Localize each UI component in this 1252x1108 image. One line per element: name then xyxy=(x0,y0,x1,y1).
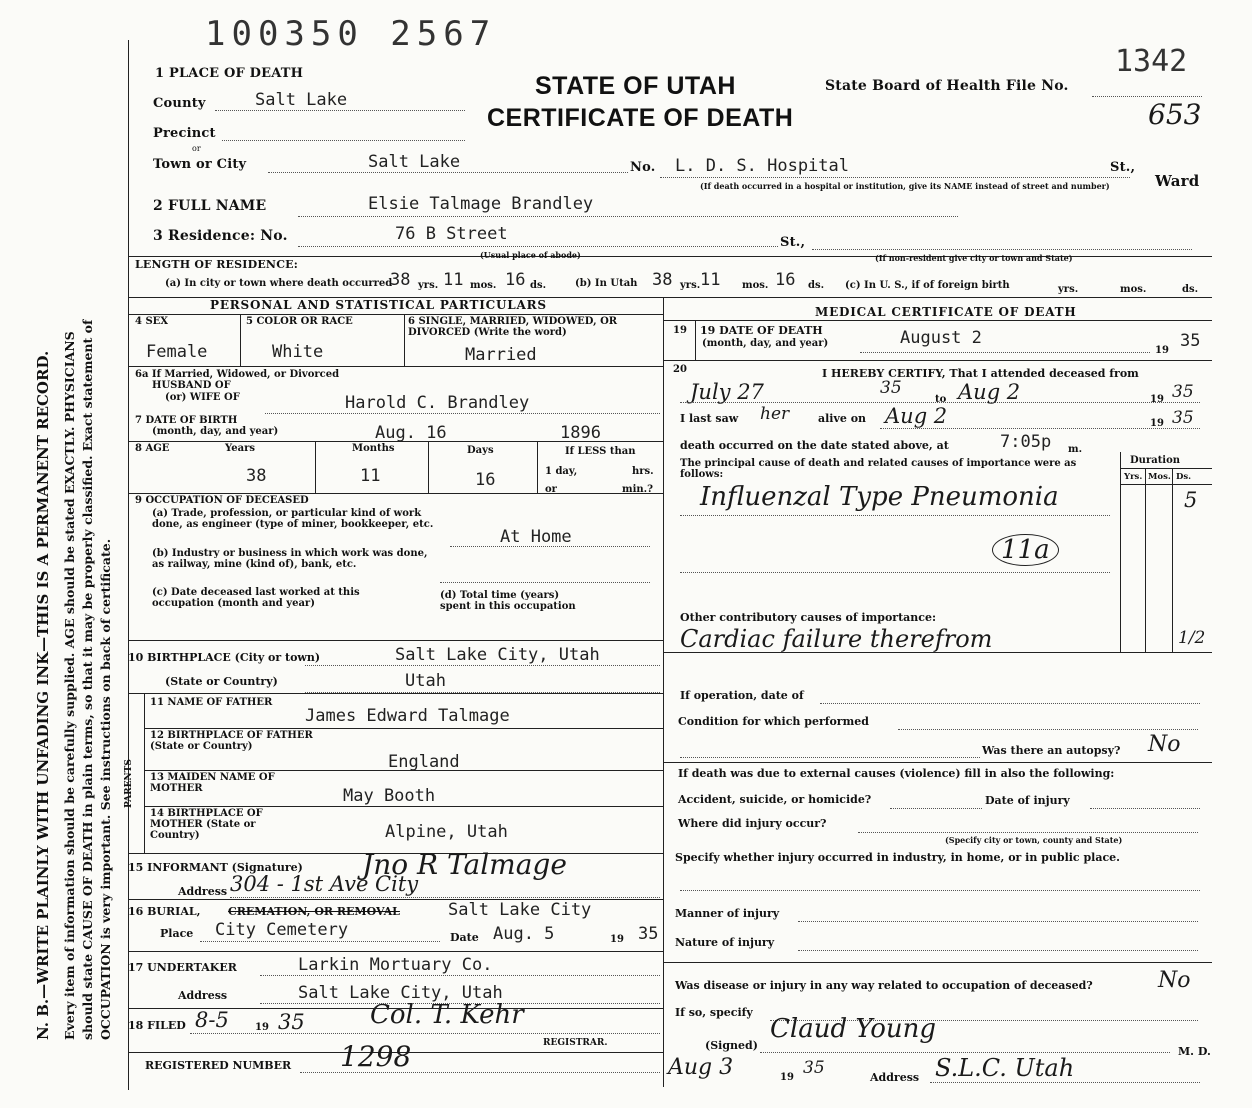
residence-utah-label: (b) In Utah xyxy=(575,278,638,289)
occupation-a-text: (a) Trade, profession, or particular kind of work done, as engineer (type of miner, bookkeeper, etc. xyxy=(152,508,434,530)
m-label: m. xyxy=(1068,444,1083,455)
occupation-related-value: No xyxy=(1158,968,1191,993)
nonresident-note: (If non-resident give city or town and State) xyxy=(875,253,1073,263)
county-value: Salt Lake xyxy=(255,90,348,110)
yrs-label: yrs. xyxy=(418,280,439,291)
residence-city-months: 11 xyxy=(443,270,464,290)
residence-utah-months: 11 xyxy=(700,270,721,290)
marital-label: 6 SINGLE, MARRIED, WIDOWED, OR DIVORCED (Write the word) xyxy=(408,316,618,338)
dod-year-prefix: 19 xyxy=(1155,345,1169,356)
divider xyxy=(663,360,1212,361)
divider xyxy=(128,951,663,952)
file-no-handwritten: 653 xyxy=(1148,98,1202,131)
filed-year-prefix: 19 xyxy=(255,1022,269,1033)
burial-label: 16 BURIAL, xyxy=(128,905,201,918)
divider xyxy=(663,762,1212,763)
death-occurred-label: death occurred on the date stated above, at xyxy=(680,439,949,452)
place-of-death-label: 1 PLACE OF DEATH xyxy=(155,66,304,81)
min-label: min.? xyxy=(622,484,653,495)
file-no-label: State Board of Health File No. xyxy=(825,78,1069,94)
if-so-label: If so, specify xyxy=(675,1006,753,1019)
burial-date-value: Aug. 5 xyxy=(493,924,555,944)
attended-from-date: July 27 xyxy=(690,380,764,404)
ds-col-label: Ds. xyxy=(1176,472,1192,482)
occupation-related-label: Was disease or injury in any way related to occupation of deceased? xyxy=(675,979,1093,992)
personal-section-title: PERSONAL AND STATISTICAL PARTICULARS xyxy=(210,298,547,312)
divider xyxy=(1120,452,1121,652)
age-years: 38 xyxy=(246,466,267,486)
undertaker-value: Larkin Mortuary Co. xyxy=(298,955,493,975)
signed-year-prefix: 19 xyxy=(780,1072,794,1083)
occupation-label: 9 OCCUPATION OF DECEASED xyxy=(135,495,309,506)
hrs-label: hrs. xyxy=(632,466,654,477)
father-birthplace-label: 12 BIRTHPLACE OF FATHER (State or Country) xyxy=(150,730,313,752)
residence-us-label: (c) In U. S., if of foreign birth xyxy=(845,280,1010,291)
informant-signature: Jno R Talmage xyxy=(362,848,567,881)
serial-number: 100350 2567 xyxy=(205,14,497,54)
town-value: Salt Lake xyxy=(368,152,461,172)
other-causes-duration: 1/2 xyxy=(1178,628,1206,648)
divider xyxy=(128,441,663,442)
physician-address-value: S.L.C. Utah xyxy=(935,1054,1075,1082)
divider xyxy=(428,441,429,493)
autopsy-label: Was there an autopsy? xyxy=(982,744,1121,757)
cause-duration: 5 xyxy=(1184,488,1198,512)
divider xyxy=(1120,468,1212,469)
burial-place-value: City Cemetery xyxy=(215,920,349,940)
burial-struck-text: CREMATION, OR REMOVAL xyxy=(228,905,400,918)
mos-label: mos. xyxy=(470,280,497,291)
dod-row-number: 19 xyxy=(673,325,687,336)
divider xyxy=(663,320,1212,321)
burial-year-prefix: 19 xyxy=(610,934,624,945)
divider xyxy=(128,314,663,315)
color-label: 5 COLOR OR RACE xyxy=(246,316,353,327)
alive-year-prefix: 19 xyxy=(1150,418,1164,429)
hospital-note: (If death occurred in a hospital or institution, give its NAME instead of street and number) xyxy=(700,181,1110,191)
birthplace-state-value: Utah xyxy=(405,671,446,691)
yrs-label: yrs. xyxy=(1058,284,1079,295)
operation-label: If operation, date of xyxy=(680,689,804,702)
attended-to-year: 35 xyxy=(1172,382,1194,402)
external-causes-label: If death was due to external causes (violence) fill in also the following: xyxy=(678,767,1115,780)
informant-address-value: 304 - 1st Ave City xyxy=(230,872,419,896)
alive-on-label: alive on xyxy=(818,412,867,425)
ds-label: ds. xyxy=(530,280,547,291)
other-causes-value: Cardiac failure therefrom xyxy=(680,625,993,653)
divider xyxy=(144,770,663,771)
divider xyxy=(128,640,663,641)
dob-year: 1896 xyxy=(560,423,601,443)
specify-location-note: (Specify city or town, county and State) xyxy=(945,835,1123,845)
to-label: to xyxy=(935,394,947,405)
father-birthplace-value: England xyxy=(388,752,460,772)
county-label: County xyxy=(153,96,206,111)
father-value: James Edward Talmage xyxy=(305,706,510,726)
age-days: 16 xyxy=(475,470,496,490)
filed-value: 8-5 xyxy=(195,1008,229,1032)
autopsy-value: No xyxy=(1148,732,1181,757)
color-value: White xyxy=(272,342,324,362)
residence-city-days: 16 xyxy=(505,270,526,290)
side-note-line3: should state CAUSE OF DEATH in plain terms, so that it may be properly classified. Exact statement of xyxy=(80,319,95,1040)
certificate-title: CERTIFICATE OF DEATH xyxy=(487,104,794,132)
mos-label: mos. xyxy=(1120,284,1147,295)
attended-from-year: 35 xyxy=(880,378,902,398)
informant-label: 15 INFORMANT (Signature) xyxy=(128,861,303,874)
mother-birthplace-label: 14 BIRTHPLACE OF MOTHER (State or Country) xyxy=(150,808,263,841)
burial-year-value: 35 xyxy=(638,924,659,944)
medical-section-title: MEDICAL CERTIFICATE OF DEATH xyxy=(815,305,1077,319)
divider xyxy=(663,652,1212,653)
yrs-col-label: Yrs. xyxy=(1124,472,1143,482)
divider xyxy=(1145,468,1146,652)
divider xyxy=(240,314,241,366)
sex-label: 4 SEX xyxy=(135,316,169,327)
residence-label: 3 Residence: No. xyxy=(153,228,288,244)
years-label: Years xyxy=(225,443,256,454)
occupation-d-text: (d) Total time (years) spent in this occupation xyxy=(440,590,576,612)
husband-value: Harold C. Brandley xyxy=(345,393,530,413)
dob-value: Aug. 16 xyxy=(375,423,447,443)
registered-number-label: REGISTERED NUMBER xyxy=(145,1059,292,1072)
occupation-c-text: (c) Date deceased last worked at this occupation (month and year) xyxy=(152,587,360,609)
husband-label-b: HUSBAND OF xyxy=(152,380,231,391)
last-saw-pronoun: her xyxy=(760,404,790,424)
dob-label-b: (month, day, and year) xyxy=(152,426,279,437)
injury-date-label: Date of injury xyxy=(985,794,1070,807)
father-label: 11 NAME OF FATHER xyxy=(150,697,273,708)
mother-label: 13 MAIDEN NAME OF MOTHER xyxy=(150,772,275,794)
certify-number: 20 xyxy=(673,364,687,375)
state-title: STATE OF UTAH xyxy=(535,72,736,100)
days-label: Days xyxy=(467,445,494,456)
divider xyxy=(128,493,663,494)
death-time-value: 7:05p xyxy=(1000,432,1052,452)
age-label: 8 AGE xyxy=(135,443,170,454)
injury-where-label: Where did injury occur? xyxy=(678,817,827,830)
less-than-label: If LESS than xyxy=(565,446,636,457)
divider xyxy=(144,806,663,807)
other-causes-label: Other contributory causes of importance: xyxy=(680,611,937,624)
file-no-stamp: 1342 xyxy=(1115,44,1188,79)
last-saw-label: I last saw xyxy=(680,412,739,425)
or-label: or xyxy=(192,144,201,153)
husband-label-a: 6a If Married, Widowed, or Divorced xyxy=(135,369,340,380)
mother-value: May Booth xyxy=(343,786,436,806)
full-name-label: 2 FULL NAME xyxy=(153,198,267,214)
no-label: No. xyxy=(630,160,656,175)
burial-value: Salt Lake City xyxy=(448,900,592,920)
birthplace-label: 10 BIRTHPLACE (City or town) xyxy=(128,651,321,664)
ward-label: Ward xyxy=(1155,172,1200,190)
signed-date: Aug 3 xyxy=(668,1055,734,1080)
mos-col-label: Mos. xyxy=(1148,472,1171,482)
left-border xyxy=(128,40,129,1090)
town-label: Town or City xyxy=(153,157,247,172)
manner-of-injury-label: Manner of injury xyxy=(675,907,780,920)
residence-city-label: (a) In city or town where death occurred xyxy=(165,278,393,289)
to-year-prefix: 19 xyxy=(1150,394,1164,405)
divider xyxy=(404,314,405,366)
or-label: or xyxy=(545,484,557,495)
divider xyxy=(128,366,663,367)
residence-utah-days: 16 xyxy=(775,270,796,290)
dod-year-value: 35 xyxy=(1180,331,1201,351)
filed-label: 18 FILED xyxy=(128,1019,186,1032)
cause-of-death-value: Influenzal Type Pneumonia xyxy=(700,482,1059,512)
birthplace-value: Salt Lake City, Utah xyxy=(395,645,600,665)
registrar-signature: Col. T. Kehr xyxy=(370,1000,524,1030)
divider xyxy=(1120,484,1212,485)
attended-to-date: Aug 2 xyxy=(958,380,1021,404)
divider xyxy=(537,441,538,493)
center-divider xyxy=(663,297,664,1087)
signed-label: (Signed) xyxy=(705,1039,758,1052)
length-residence-label: LENGTH OF RESIDENCE: xyxy=(135,258,298,271)
signed-year: 35 xyxy=(803,1058,825,1078)
residence-city-years: 38 xyxy=(390,270,411,290)
md-label: M. D. xyxy=(1178,1045,1211,1058)
parents-side-label: PARENTS xyxy=(124,759,134,808)
injury-industry-label: Specify whether injury occurred in industry, in home, or in public place. xyxy=(675,851,1120,864)
age-months: 11 xyxy=(360,466,381,486)
alive-on-date: Aug 2 xyxy=(885,404,948,428)
divider xyxy=(695,320,696,360)
undertaker-label: 17 UNDERTAKER xyxy=(128,961,237,974)
informant-address-label: Address xyxy=(178,885,228,898)
full-name-value: Elsie Talmage Brandley xyxy=(368,194,594,214)
date-of-death-value: August 2 xyxy=(900,328,982,348)
hospital-value: L. D. S. Hospital xyxy=(675,156,849,176)
cause-code: 11a xyxy=(992,534,1059,566)
mos-label: mos. xyxy=(742,280,769,291)
registered-number-value: 1298 xyxy=(340,1040,412,1073)
divider xyxy=(663,962,1212,963)
dod-label-b: (month, day, and year) xyxy=(702,338,829,349)
residence-utah-years: 38 xyxy=(652,270,673,290)
side-note-line1: N. B.—WRITE PLAINLY WITH UNFADING INK—THIS IS A PERMANENT RECORD. xyxy=(34,350,52,1040)
sex-value: Female xyxy=(146,342,208,362)
physician-signature: Claud Young xyxy=(770,1014,937,1044)
st-label: St., xyxy=(1110,160,1136,175)
ds-label: ds. xyxy=(808,280,825,291)
birthplace-state-label: (State or Country) xyxy=(165,675,278,688)
burial-date-label: Date xyxy=(450,931,479,944)
filed-year: 35 xyxy=(278,1010,305,1034)
usual-abode-note: (Usual place of abode) xyxy=(480,250,581,260)
alive-on-year: 35 xyxy=(1172,408,1194,428)
divider xyxy=(144,728,663,729)
divider xyxy=(128,693,663,694)
one-day-label: 1 day, xyxy=(545,466,578,477)
yrs-label: yrs. xyxy=(680,280,701,291)
condition-label: Condition for which performed xyxy=(678,715,869,728)
months-label: Months xyxy=(352,443,395,454)
divider xyxy=(315,441,316,493)
divider xyxy=(144,693,145,853)
marital-value: Married xyxy=(465,345,537,365)
dod-label-a: 19 DATE OF DEATH xyxy=(700,324,823,337)
certify-text: I HEREBY CERTIFY, That I attended deceased from xyxy=(822,367,1139,380)
residence-value: 76 B Street xyxy=(395,224,508,244)
cause-label: The principal cause of death and related causes of importance were as follows: xyxy=(680,458,1077,480)
burial-place-label: Place xyxy=(160,927,194,940)
registrar-label: REGISTRAR. xyxy=(543,1038,608,1048)
occupation-b-text: (b) Industry or business in which work was done, as railway, mine (kind of), bank, etc. xyxy=(152,548,428,570)
undertaker-address-label: Address xyxy=(178,989,228,1002)
side-note-line2: Every item of information should be carefully supplied. AGE should be stated EXACTLY. PHYSICIANS xyxy=(62,331,77,1040)
dob-label-a: 7 DATE OF BIRTH xyxy=(135,415,238,426)
physician-address-label: Address xyxy=(870,1071,920,1084)
side-note-line4: OCCUPATION is very important. See instructions on back of certificate. xyxy=(98,538,113,1040)
nature-of-injury-label: Nature of injury xyxy=(675,936,775,949)
ds-label: ds. xyxy=(1182,284,1199,295)
residence-st-label: St., xyxy=(780,235,806,250)
mother-birthplace-value: Alpine, Utah xyxy=(385,822,508,842)
undertaker-address-value: Salt Lake City, Utah xyxy=(298,983,503,1003)
duration-label: Duration xyxy=(1130,455,1181,466)
husband-label-c: (or) WIFE OF xyxy=(165,392,240,403)
occupation-value: At Home xyxy=(500,527,572,547)
divider xyxy=(1172,468,1173,652)
precinct-label: Precinct xyxy=(153,126,216,141)
accident-label: Accident, suicide, or homicide? xyxy=(678,793,872,806)
